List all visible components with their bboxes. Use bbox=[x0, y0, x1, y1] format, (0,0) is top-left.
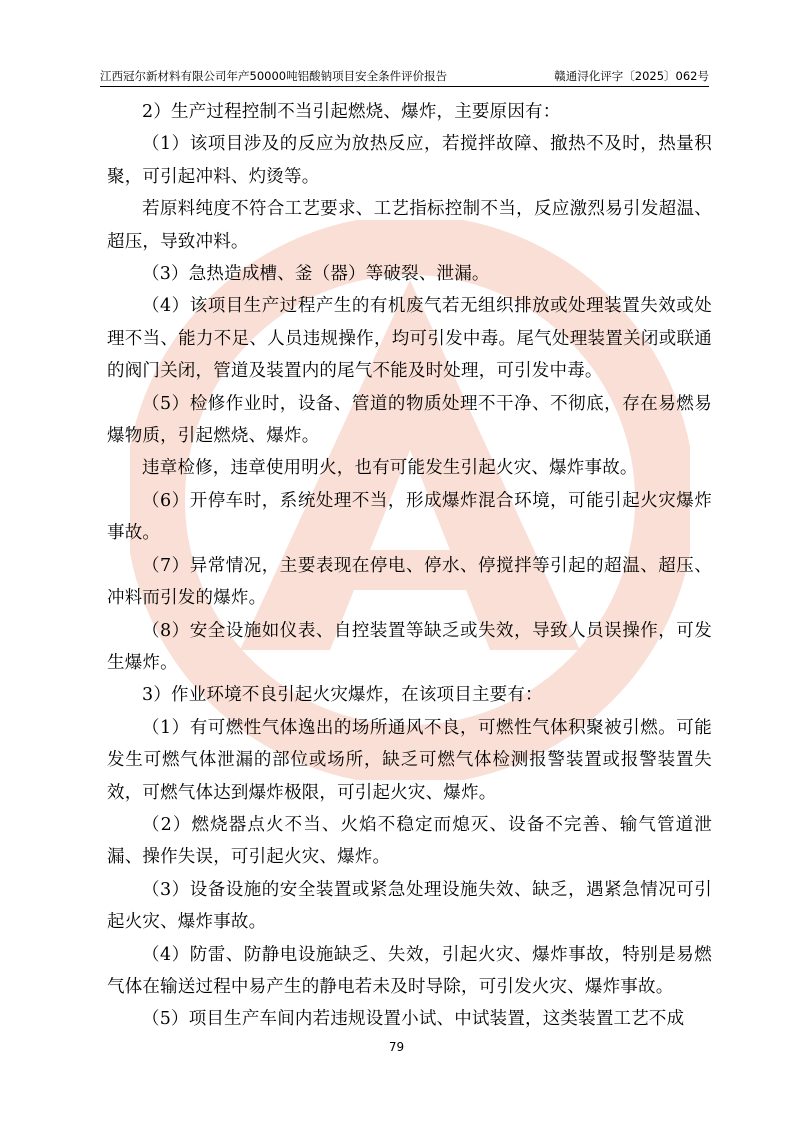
paragraph: （7）异常情况，主要表现在停电、停水、停搅拌等引起的超温、超压、冲料而引发的爆炸。 bbox=[107, 555, 712, 609]
paragraph: （4）该项目生产过程产生的有机废气若无组织排放或处理装置失效或处理不当、能力不足、人员违规操作，均可引发中毒。尾气处理装置关闭或联通的阀门关闭，管道及装置内的尾气不能及时处理，可引发中毒。 bbox=[107, 296, 712, 382]
paragraph: （4）防雷、防静电设施缺乏、失效，引起火灾、爆炸事故，特别是易燃气体在输送过程中易产生的静电若未及时导除，可引发火灾、爆炸事故。 bbox=[107, 944, 712, 997]
paragraph: （3）设备设施的安全装置或紧急处理设施失效、缺乏，遇紧急情况可引起火灾、爆炸事故。 bbox=[107, 879, 712, 933]
paragraph: 2）生产过程控制不当引起燃烧、爆炸，主要原因有： bbox=[142, 102, 561, 122]
paragraph: （1）该项目涉及的反应为放热反应，若搅拌故障、撤热不及时，热量积聚，可引起冲料、灼烫等。 bbox=[107, 134, 712, 187]
paragraph: 违章检修，违章使用明火，也有可能发生引起火灾、爆炸事故。 bbox=[142, 458, 638, 479]
header-divider bbox=[100, 86, 709, 87]
header-report-title: 江西冠尔新材料有限公司年产50000吨铝酸钠项目安全条件评价报告 bbox=[100, 69, 448, 83]
paragraph: （3）急热造成槽、釜（器）等破裂、泄漏。 bbox=[142, 264, 490, 285]
document-body bbox=[107, 96, 712, 1036]
page-header bbox=[100, 64, 709, 84]
paragraph: （5）检修作业时，设备、管道的物质处理不干净、不彻底，存在易燃易爆物质，引起燃烧、爆炸。 bbox=[107, 393, 712, 447]
page-number: 79 bbox=[388, 1040, 405, 1054]
paragraph: 若原料纯度不符合工艺要求、工艺指标控制不当，反应激烈易引发超温、超压，导致冲料。 bbox=[107, 199, 712, 252]
header-report-number: 赣通浔化评字〔2025〕062号 bbox=[554, 69, 709, 83]
paragraph: （6）开停车时，系统处理不当，形成爆炸混合环境，可能引起火灾爆炸事故。 bbox=[107, 490, 712, 544]
paragraph: 3）作业环境不良引起火灾爆炸，在该项目主要有： bbox=[142, 685, 543, 706]
paragraph: （5）项目生产车间内若违规设置小试、中试装置，这类装置工艺不成 bbox=[142, 1009, 685, 1030]
paragraph: （8）安全设施如仪表、自控装置等缺乏或失效，导致人员误操作，可发生爆炸。 bbox=[107, 620, 712, 673]
paragraph: （1）有可燃性气体逸出的场所通风不良，可燃性气体积聚被引燃。可能发生可燃气体泄漏的部位或场所，缺乏可燃气体检测报警装置或报警装置失效，可燃气体达到爆炸极限，可引起火灾、爆炸。 bbox=[107, 717, 712, 803]
paragraph: （2）燃烧器点火不当、火焰不稳定而熄灭、设备不完善、输气管道泄漏、操作失误，可引起火灾、爆炸。 bbox=[107, 814, 712, 868]
